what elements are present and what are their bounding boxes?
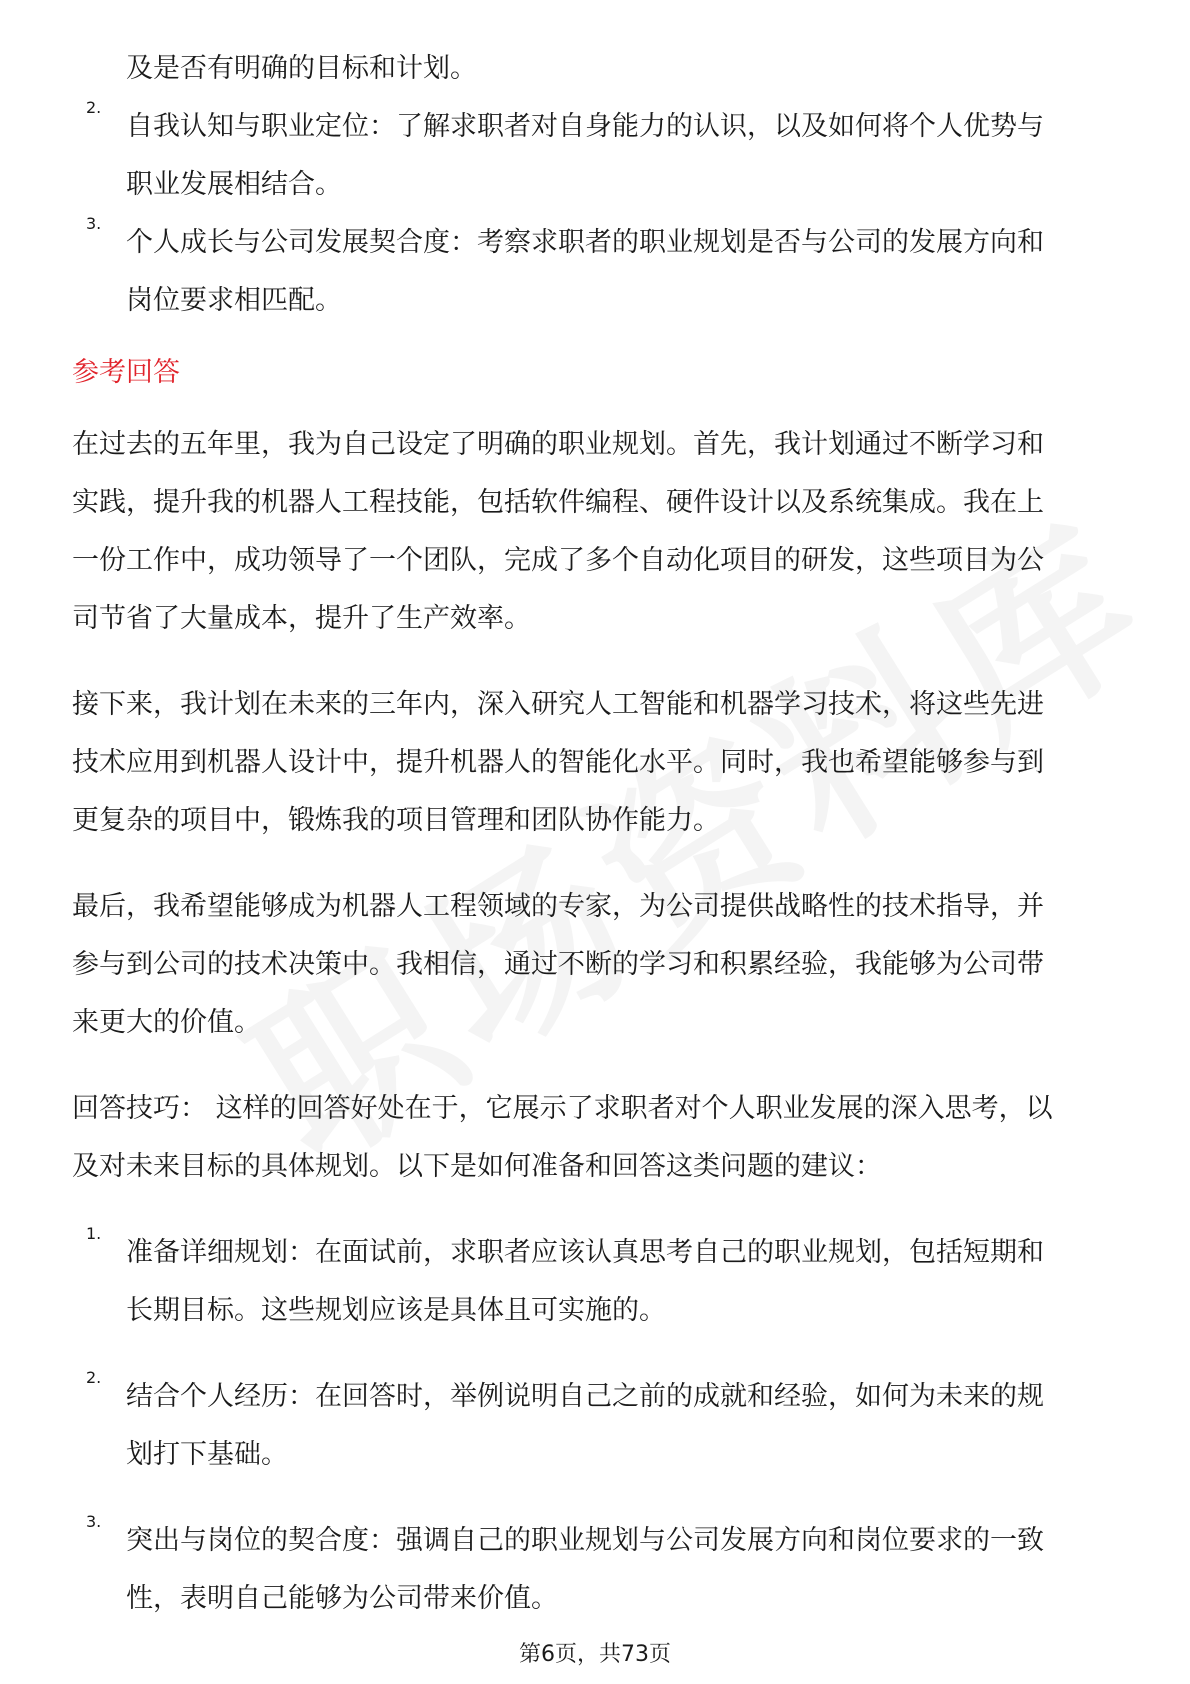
paragraph-line: 回答技巧： 这样的回答好处在于，它展示了求职者对个人职业发展的深入思考，以 [72, 1093, 1053, 1124]
list-number: 3. [86, 1512, 102, 1531]
list-line: 个人成长与公司发展契合度：考察求职者的职业规划是否与公司的发展方向和 [126, 227, 1044, 258]
list-item-point-3 [72, 214, 1132, 330]
list-number: 3. [86, 214, 102, 233]
list-item-tip-3 [72, 1512, 1132, 1628]
list-line: 长期目标。这些规划应该是具体且可实施的。 [126, 1295, 666, 1326]
paragraph-line: 参与到公司的技术决策中。我相信，通过不断的学习和积累经验，我能够为公司带 [72, 949, 1044, 980]
page-number-footer: 第6页，共73页 [519, 1642, 671, 1667]
paragraph-line: 接下来，我计划在未来的三年内，深入研究人工智能和机器学习技术，将这些先进 [72, 689, 1044, 720]
list-line: 结合个人经历：在回答时，举例说明自己之前的成就和经验，如何为未来的规 [126, 1381, 1044, 1412]
paragraph-line: 及对未来目标的具体规划。以下是如何准备和回答这类问题的建议： [72, 1151, 882, 1182]
list-line: 准备详细规划：在面试前，求职者应该认真思考自己的职业规划，包括短期和 [126, 1237, 1044, 1268]
list-number: 2. [86, 98, 102, 117]
paragraph-line: 在过去的五年里，我为自己设定了明确的职业规划。首先，我计划通过不断学习和 [72, 429, 1044, 460]
list-item-tip-2 [72, 1368, 1132, 1484]
list-line: 自我认知与职业定位：了解求职者对自身能力的认识，以及如何将个人优势与 [126, 111, 1044, 142]
paragraph-line: 一份工作中，成功领导了一个团队，完成了多个自动化项目的研发，这些项目为公 [72, 545, 1044, 576]
answer-tips-paragraph [72, 1080, 1132, 1196]
list-number: 1. [86, 1224, 102, 1243]
paragraph-line: 技术应用到机器人设计中，提升机器人的智能化水平。同时，我也希望能够参与到 [72, 747, 1044, 778]
paragraph-line: 来更大的价值。 [72, 1007, 261, 1038]
list-line: 性，表明自己能够为公司带来价值。 [126, 1583, 558, 1614]
paragraph-line: 实践，提升我的机器人工程技能，包括软件编程、硬件设计以及系统集成。我在上 [72, 487, 1044, 518]
paragraph-3 [72, 878, 1132, 1052]
page-content [72, 40, 1132, 1628]
paragraph-line: 司节省了大量成本，提升了生产效率。 [72, 603, 531, 634]
list-line: 职业发展相结合。 [126, 169, 342, 200]
paragraph-2 [72, 676, 1132, 850]
list-line: 划打下基础。 [126, 1439, 288, 1470]
paragraph-line: 最后，我希望能够成为机器人工程领域的专家，为公司提供战略性的技术指导，并 [72, 891, 1044, 922]
paragraph-line: 更复杂的项目中，锻炼我的项目管理和团队协作能力。 [72, 805, 720, 836]
list-number: 2. [86, 1368, 102, 1387]
list-line: 突出与岗位的契合度：强调自己的职业规划与公司发展方向和岗位要求的一致 [126, 1525, 1044, 1556]
paragraph-1 [72, 416, 1132, 648]
reference-answer-heading: 参考回答 [72, 357, 180, 388]
list-item-point-2 [72, 98, 1132, 214]
list-item-tip-1 [72, 1224, 1132, 1340]
list-line: 岗位要求相匹配。 [126, 285, 342, 316]
intro-tail-text: 及是否有明确的目标和计划。 [126, 53, 477, 84]
